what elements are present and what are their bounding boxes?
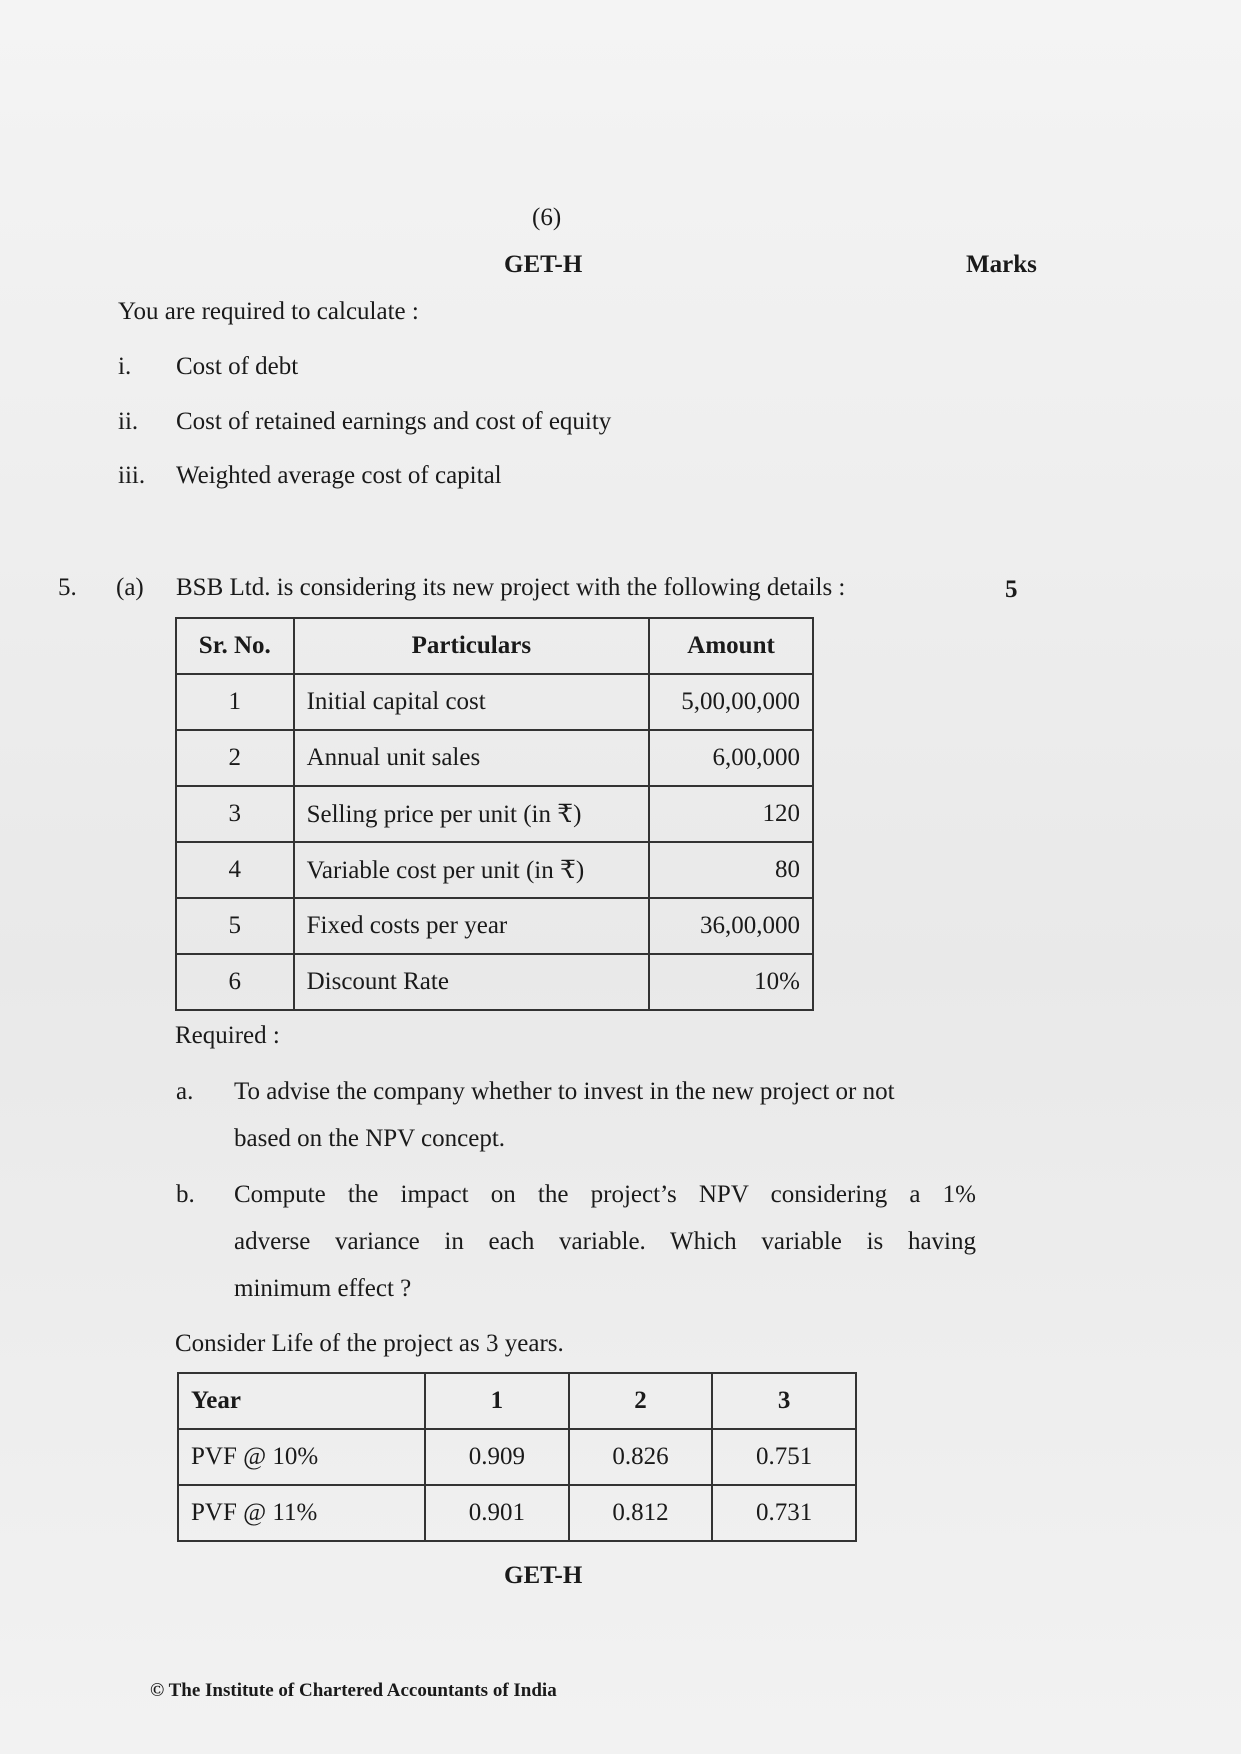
table-row bbox=[176, 842, 813, 898]
header-particulars: Particulars bbox=[294, 618, 650, 674]
header-year-2: 2 bbox=[569, 1373, 713, 1429]
pvf-label-cell: PVF @ 10% bbox=[178, 1429, 425, 1485]
pvf-value-cell: 0.812 bbox=[569, 1485, 713, 1541]
pvf-value-cell: 0.731 bbox=[712, 1485, 856, 1541]
required-label: Required : bbox=[175, 1022, 280, 1049]
amount-cell: 5,00,00,000 bbox=[649, 674, 813, 730]
amount-cell: 36,00,000 bbox=[649, 898, 813, 954]
sr-no-cell: 4 bbox=[176, 842, 294, 898]
particulars-cell: Fixed costs per year bbox=[294, 898, 650, 954]
item-number: i. bbox=[118, 353, 132, 380]
pvf-value-cell: 0.751 bbox=[712, 1429, 856, 1485]
pvf-value-cell: 0.901 bbox=[425, 1485, 569, 1541]
requirement-b-line: adverse variance in each variable. Which variable is having bbox=[234, 1228, 976, 1255]
requirement-b-number: b. bbox=[176, 1181, 195, 1208]
table-header-row bbox=[178, 1373, 856, 1429]
header-year: Year bbox=[178, 1373, 425, 1429]
table-header-row bbox=[176, 618, 813, 674]
header-year-3: 3 bbox=[712, 1373, 856, 1429]
question-marks: 5 bbox=[1005, 576, 1018, 603]
project-life-note: Consider Life of the project as 3 years. bbox=[175, 1330, 564, 1357]
requirement-a-number: a. bbox=[176, 1078, 194, 1105]
item-number: ii. bbox=[118, 408, 139, 435]
copyright-notice: © The Institute of Chartered Accountants of India bbox=[150, 1680, 557, 1701]
requirement-b-line: Compute the impact on the project’s NPV considering a 1% bbox=[234, 1181, 976, 1208]
header-amount: Amount bbox=[649, 618, 813, 674]
table-row bbox=[176, 674, 813, 730]
calculate-intro: You are required to calculate : bbox=[118, 298, 419, 325]
amount-cell: 120 bbox=[649, 786, 813, 842]
marks-label: Marks bbox=[966, 251, 1037, 278]
table-row bbox=[176, 898, 813, 954]
sr-no-cell: 5 bbox=[176, 898, 294, 954]
question-number: 5. bbox=[58, 574, 77, 601]
amount-cell: 6,00,000 bbox=[649, 730, 813, 786]
sr-no-cell: 2 bbox=[176, 730, 294, 786]
page-number: (6) bbox=[532, 204, 562, 231]
question-part: (a) bbox=[116, 574, 144, 601]
item-number: iii. bbox=[118, 462, 146, 489]
pvf-table bbox=[177, 1372, 857, 1542]
item-text: Cost of debt bbox=[176, 353, 299, 380]
requirement-a-line: based on the NPV concept. bbox=[234, 1125, 506, 1152]
pvf-label-cell: PVF @ 11% bbox=[178, 1485, 425, 1541]
table-row bbox=[176, 786, 813, 842]
header-year-1: 1 bbox=[425, 1373, 569, 1429]
amount-cell: 10% bbox=[649, 954, 813, 1010]
pvf-value-cell: 0.826 bbox=[569, 1429, 713, 1485]
table-row bbox=[176, 730, 813, 786]
table-row bbox=[178, 1485, 856, 1541]
sr-no-cell: 1 bbox=[176, 674, 294, 730]
particulars-cell: Selling price per unit (in ₹) bbox=[294, 786, 650, 842]
table-row bbox=[178, 1429, 856, 1485]
requirement-a-line: To advise the company whether to invest in the new project or not bbox=[234, 1078, 895, 1105]
item-text: Cost of retained earnings and cost of equity bbox=[176, 408, 612, 435]
header-sr-no: Sr. No. bbox=[176, 618, 294, 674]
sr-no-cell: 6 bbox=[176, 954, 294, 1010]
particulars-cell: Annual unit sales bbox=[294, 730, 650, 786]
particulars-cell: Initial capital cost bbox=[294, 674, 650, 730]
particulars-cell: Variable cost per unit (in ₹) bbox=[294, 842, 650, 898]
pvf-value-cell: 0.909 bbox=[425, 1429, 569, 1485]
table-row bbox=[176, 954, 813, 1010]
project-details-table bbox=[175, 617, 814, 1011]
particulars-cell: Discount Rate bbox=[294, 954, 650, 1010]
sr-no-cell: 3 bbox=[176, 786, 294, 842]
footer-paper-code: GET-H bbox=[504, 1562, 583, 1589]
paper-code: GET-H bbox=[504, 251, 583, 278]
item-text: Weighted average cost of capital bbox=[176, 462, 502, 489]
amount-cell: 80 bbox=[649, 842, 813, 898]
requirement-b-line: minimum effect ? bbox=[234, 1275, 412, 1302]
question-text: BSB Ltd. is considering its new project with the following details : bbox=[176, 574, 846, 601]
